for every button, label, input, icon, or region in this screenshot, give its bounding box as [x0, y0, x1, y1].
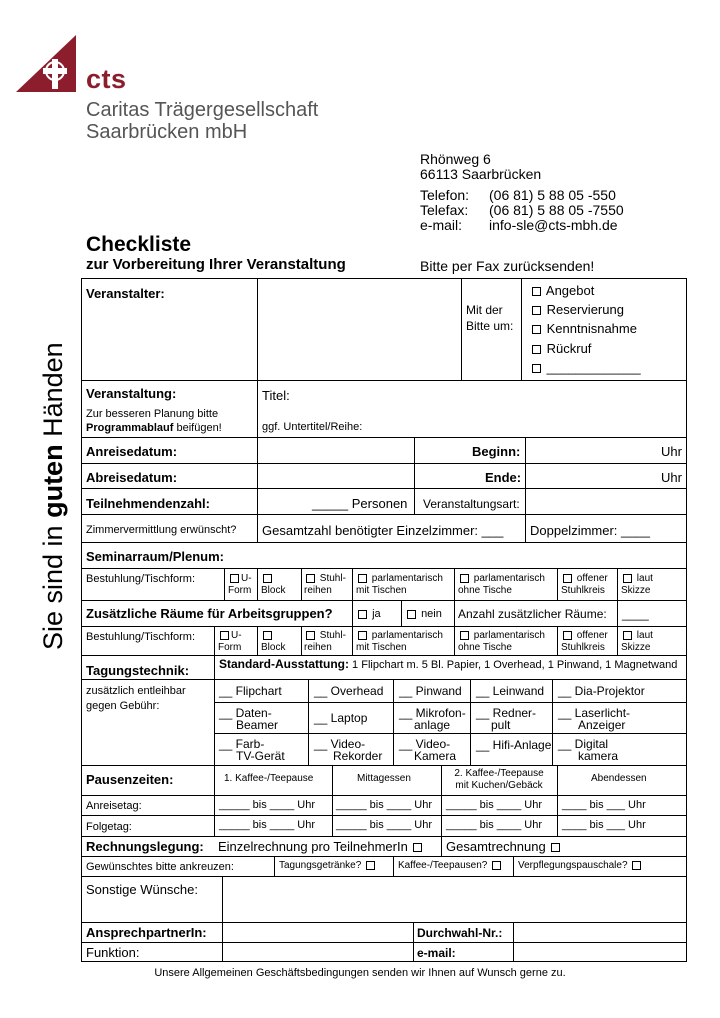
- anreisetag-slot1[interactable]: _____ bis ____ Uhr: [219, 799, 316, 811]
- zusatz-line2: gegen Gebühr:: [86, 700, 160, 712]
- seating2-stuhlkreis[interactable]: offener Stuhlkreis: [561, 630, 608, 653]
- anzahl-field[interactable]: ____: [622, 607, 649, 621]
- kaffeepausen-option[interactable]: Kaffee-/Teepausen?: [398, 860, 503, 871]
- option-reservierung[interactable]: Reservierung: [530, 302, 624, 317]
- ansprechpartner-label: AnsprechpartnerIn:: [86, 925, 207, 940]
- durchwahl-label: Durchwahl-Nr.:: [417, 926, 503, 940]
- brand-line2: Saarbrücken mbH: [86, 121, 248, 143]
- tech-overhead[interactable]: __ Overhead: [314, 684, 384, 698]
- seating-skizze[interactable]: laut Skizze: [621, 573, 653, 596]
- ende-label: Ende:: [485, 470, 522, 485]
- tech-dia-projektor[interactable]: __ Dia-Projektor: [558, 684, 645, 698]
- footer-note: Unsere Allgemeinen Geschäftsbedingungen senden wir Ihnen auf Wunsch gerne zu.: [154, 967, 566, 979]
- zusaetzliche-raeume-label: Zusätzliche Räume für Arbeitsgruppen?: [86, 606, 333, 621]
- raeume-ja[interactable]: ja: [356, 608, 381, 620]
- anzahl-label: Anzahl zusätzlicher Räume:: [458, 607, 607, 621]
- bitte-um-label: Bitte um:: [466, 319, 514, 333]
- checkbox-icon[interactable]: [407, 610, 416, 619]
- checkbox-icon[interactable]: [623, 631, 632, 640]
- email-label: e-mail:: [417, 946, 456, 960]
- tech-pinwand[interactable]: __ Pinwand: [399, 684, 462, 698]
- veranstaltungsart-label: Veranstaltungsart:: [423, 497, 520, 511]
- checkbox-icon[interactable]: [460, 631, 469, 640]
- mit-der-label: Mit der: [466, 303, 503, 317]
- checkbox-icon[interactable]: [532, 306, 541, 315]
- einzelrechnung-option[interactable]: Einzelrechnung pro TeilnehmerIn: [218, 839, 424, 854]
- folgetag-slot2[interactable]: _____ bis ____ Uhr: [336, 819, 433, 831]
- checkbox-icon[interactable]: [563, 631, 572, 640]
- option-kenntnisnahme[interactable]: Kenntnisnahme: [530, 321, 637, 336]
- checkbox-icon[interactable]: [532, 325, 541, 334]
- veranstalter-label: Veranstalter:: [86, 286, 165, 301]
- address-city: 66113 Saarbrücken: [420, 166, 542, 182]
- abreisedatum-label: Abreisedatum:: [86, 470, 178, 485]
- option-angebot[interactable]: Angebot: [530, 283, 594, 298]
- checkbox-icon[interactable]: [623, 574, 632, 583]
- contact-phone: Telefon: (06 81) 5 88 05 -550: [420, 187, 616, 203]
- tech-video-kamera[interactable]: __ Video- Kamera: [399, 737, 457, 763]
- veranstaltung-label: Veranstaltung:: [86, 386, 177, 401]
- teilnehmendenzahl-label: Teilnehmendenzahl:: [86, 496, 210, 511]
- brand-line1: Caritas Trägergesellschaft: [86, 99, 319, 121]
- anreisedatum-label: Anreisedatum:: [86, 444, 178, 459]
- seating-block[interactable]: Block: [261, 573, 285, 597]
- tech-farb-tv[interactable]: __ Farb- TV-Gerät: [219, 737, 285, 763]
- checkbox-icon[interactable]: [532, 287, 541, 296]
- anreisetag-slot4[interactable]: ____ bis ___ Uhr: [562, 799, 646, 811]
- contact-email: e-mail: info-sle@cts-mbh.de: [420, 217, 618, 233]
- side-slogan: Sie sind in guten Händen: [38, 342, 68, 650]
- checkbox-icon[interactable]: [358, 610, 367, 619]
- veranstaltung-note1: Zur besseren Planung bitte: [86, 408, 219, 420]
- checkbox-icon[interactable]: [263, 574, 272, 583]
- option-other[interactable]: _____________: [530, 360, 641, 375]
- page-subtitle: zur Vorbereitung Ihrer Veranstaltung: [86, 256, 346, 273]
- folgetag-label: Folgetag:: [86, 821, 132, 833]
- option-rueckruf[interactable]: Rückruf: [530, 341, 591, 356]
- personen-field[interactable]: _____ Personen: [312, 496, 408, 511]
- checkbox-icon[interactable]: [460, 574, 469, 583]
- seating-stuhlkreis[interactable]: offener Stuhlkreis: [561, 573, 608, 596]
- checkbox-icon[interactable]: [632, 861, 641, 870]
- tech-beamer[interactable]: __ Daten- Beamer: [219, 706, 279, 732]
- sonstige-label: Sonstige Wünsche:: [86, 882, 199, 897]
- pause-mittag-header: Mittagessen: [357, 773, 411, 784]
- brand-name: cts: [86, 64, 127, 94]
- seating2-u-form[interactable]: U- Form: [218, 630, 242, 653]
- checkbox-icon[interactable]: [358, 574, 367, 583]
- tagungstechnik-label: Tagungstechnik:: [86, 663, 190, 678]
- beginn-label: Beginn:: [472, 444, 521, 459]
- seating-parl-mit[interactable]: parlamentarisch mit Tischen: [356, 573, 443, 596]
- checkbox-icon[interactable]: [358, 631, 367, 640]
- standard-ausstattung: Standard-Ausstattung: 1 Flipchart m. 5 Bl. Papier, 1 Overhead, 1 Pinwand, 1 Magnetwand: [219, 657, 678, 671]
- tech-laserlicht[interactable]: __ Laserlicht- Anzeiger: [558, 706, 631, 732]
- contact-fax: Telefax: (06 81) 5 88 05 -7550: [420, 202, 624, 218]
- seating2-parl-mit[interactable]: parlamentarisch mit Tischen: [356, 630, 443, 653]
- untertitel-label[interactable]: ggf. Untertitel/Reihe:: [262, 421, 363, 433]
- tagungsgetraenke-option[interactable]: Tagungsgetränke?: [279, 860, 377, 871]
- seating-parl-ohne[interactable]: parlamentarisch ohne Tische: [458, 573, 545, 596]
- pause-kaffee1-header: 1. Kaffee-/Teepause: [224, 773, 314, 784]
- seating2-block[interactable]: Block: [261, 630, 285, 654]
- zimmer-question: Zimmervermittlung erwünscht?: [86, 524, 237, 536]
- bestuhlung-label-2: Bestuhlung/Tischform:: [86, 631, 196, 643]
- seating-stuhlreihen[interactable]: Stuhl- reihen: [304, 573, 346, 596]
- page-title: Checkliste: [86, 233, 192, 256]
- anreisetag-label: Anreisetag:: [86, 800, 142, 812]
- tech-leinwand[interactable]: __ Leinwand: [476, 684, 545, 698]
- tech-flipchart[interactable]: __ Flipchart: [219, 684, 282, 698]
- checkbox-icon[interactable]: [306, 631, 315, 640]
- anreisetag-slot2[interactable]: _____ bis ____ Uhr: [336, 799, 433, 811]
- einzelzimmer-field[interactable]: Gesamtzahl benötigter Einzelzimmer: ___: [262, 523, 504, 538]
- tech-rednerpult[interactable]: __ Redner- pult: [476, 706, 537, 732]
- tech-mikrofon[interactable]: __ Mikrofon- anlage: [399, 706, 466, 732]
- tech-hifi[interactable]: __ Hifi-Anlage: [476, 738, 552, 752]
- seating2-stuhlreihen[interactable]: Stuhl- reihen: [304, 630, 346, 653]
- verpflegung-option[interactable]: Verpflegungspauschale?: [518, 860, 643, 871]
- tech-video-rekorder[interactable]: __ Video- Rekorder: [314, 737, 383, 763]
- seating2-parl-ohne[interactable]: parlamentarisch ohne Tische: [458, 630, 545, 653]
- doppelzimmer-field[interactable]: Doppelzimmer: ____: [530, 523, 650, 538]
- bestuhlung-label: Bestuhlung/Tischform:: [86, 573, 196, 585]
- address-street: Rhönweg 6: [420, 151, 491, 167]
- titel-label[interactable]: Titel:: [262, 388, 290, 403]
- funktion-label: Funktion:: [86, 945, 140, 960]
- veranstaltung-note2: Programmablauf beifügen!: [86, 422, 222, 434]
- caritas-logo-icon: [16, 35, 78, 93]
- folgetag-slot4[interactable]: ____ bis ___ Uhr: [562, 819, 646, 831]
- folgetag-slot3[interactable]: _____ bis ____ Uhr: [446, 819, 543, 831]
- pausenzeiten-label: Pausenzeiten:: [86, 772, 174, 787]
- tech-digitalkamera[interactable]: __ Digital kamera: [558, 737, 619, 763]
- checkbox-icon[interactable]: [532, 345, 541, 354]
- fax-note: Bitte per Fax zurücksenden!: [420, 258, 595, 274]
- checkbox-icon[interactable]: [551, 843, 560, 852]
- pause-kaffee2-header: 2. Kaffee-/Teepause mit Kuchen/Gebäck: [454, 768, 544, 791]
- checkbox-icon[interactable]: [366, 861, 375, 870]
- checkbox-icon[interactable]: [492, 861, 501, 870]
- checkbox-icon[interactable]: [413, 843, 422, 852]
- seminarraum-label: Seminarraum/Plenum:: [86, 549, 224, 564]
- checkbox-icon[interactable]: [532, 364, 541, 373]
- seating-u-form[interactable]: U- Form: [228, 573, 252, 596]
- pause-abend-header: Abendessen: [591, 773, 647, 784]
- tech-laptop[interactable]: __ Laptop: [314, 711, 368, 725]
- raeume-nein[interactable]: nein: [405, 608, 442, 620]
- gewuenscht-label: Gewünschtes bitte ankreuzen:: [86, 861, 234, 873]
- anreisetag-slot3[interactable]: _____ bis ____ Uhr: [446, 799, 543, 811]
- uhr-label: Uhr: [661, 444, 682, 459]
- checkbox-icon[interactable]: [230, 574, 239, 583]
- rechnungslegung-label: Rechnungslegung:: [86, 839, 204, 854]
- gesamtrechnung-option[interactable]: Gesamtrechnung: [446, 839, 562, 854]
- checkbox-icon[interactable]: [220, 631, 229, 640]
- uhr-label: Uhr: [661, 470, 682, 485]
- folgetag-slot1[interactable]: _____ bis ____ Uhr: [219, 819, 316, 831]
- checkbox-icon[interactable]: [263, 631, 272, 640]
- checkbox-icon[interactable]: [563, 574, 572, 583]
- seating2-skizze[interactable]: laut Skizze: [621, 630, 653, 653]
- zusatz-line1: zusätzlich entleihbar: [86, 685, 186, 697]
- checkbox-icon[interactable]: [306, 574, 315, 583]
